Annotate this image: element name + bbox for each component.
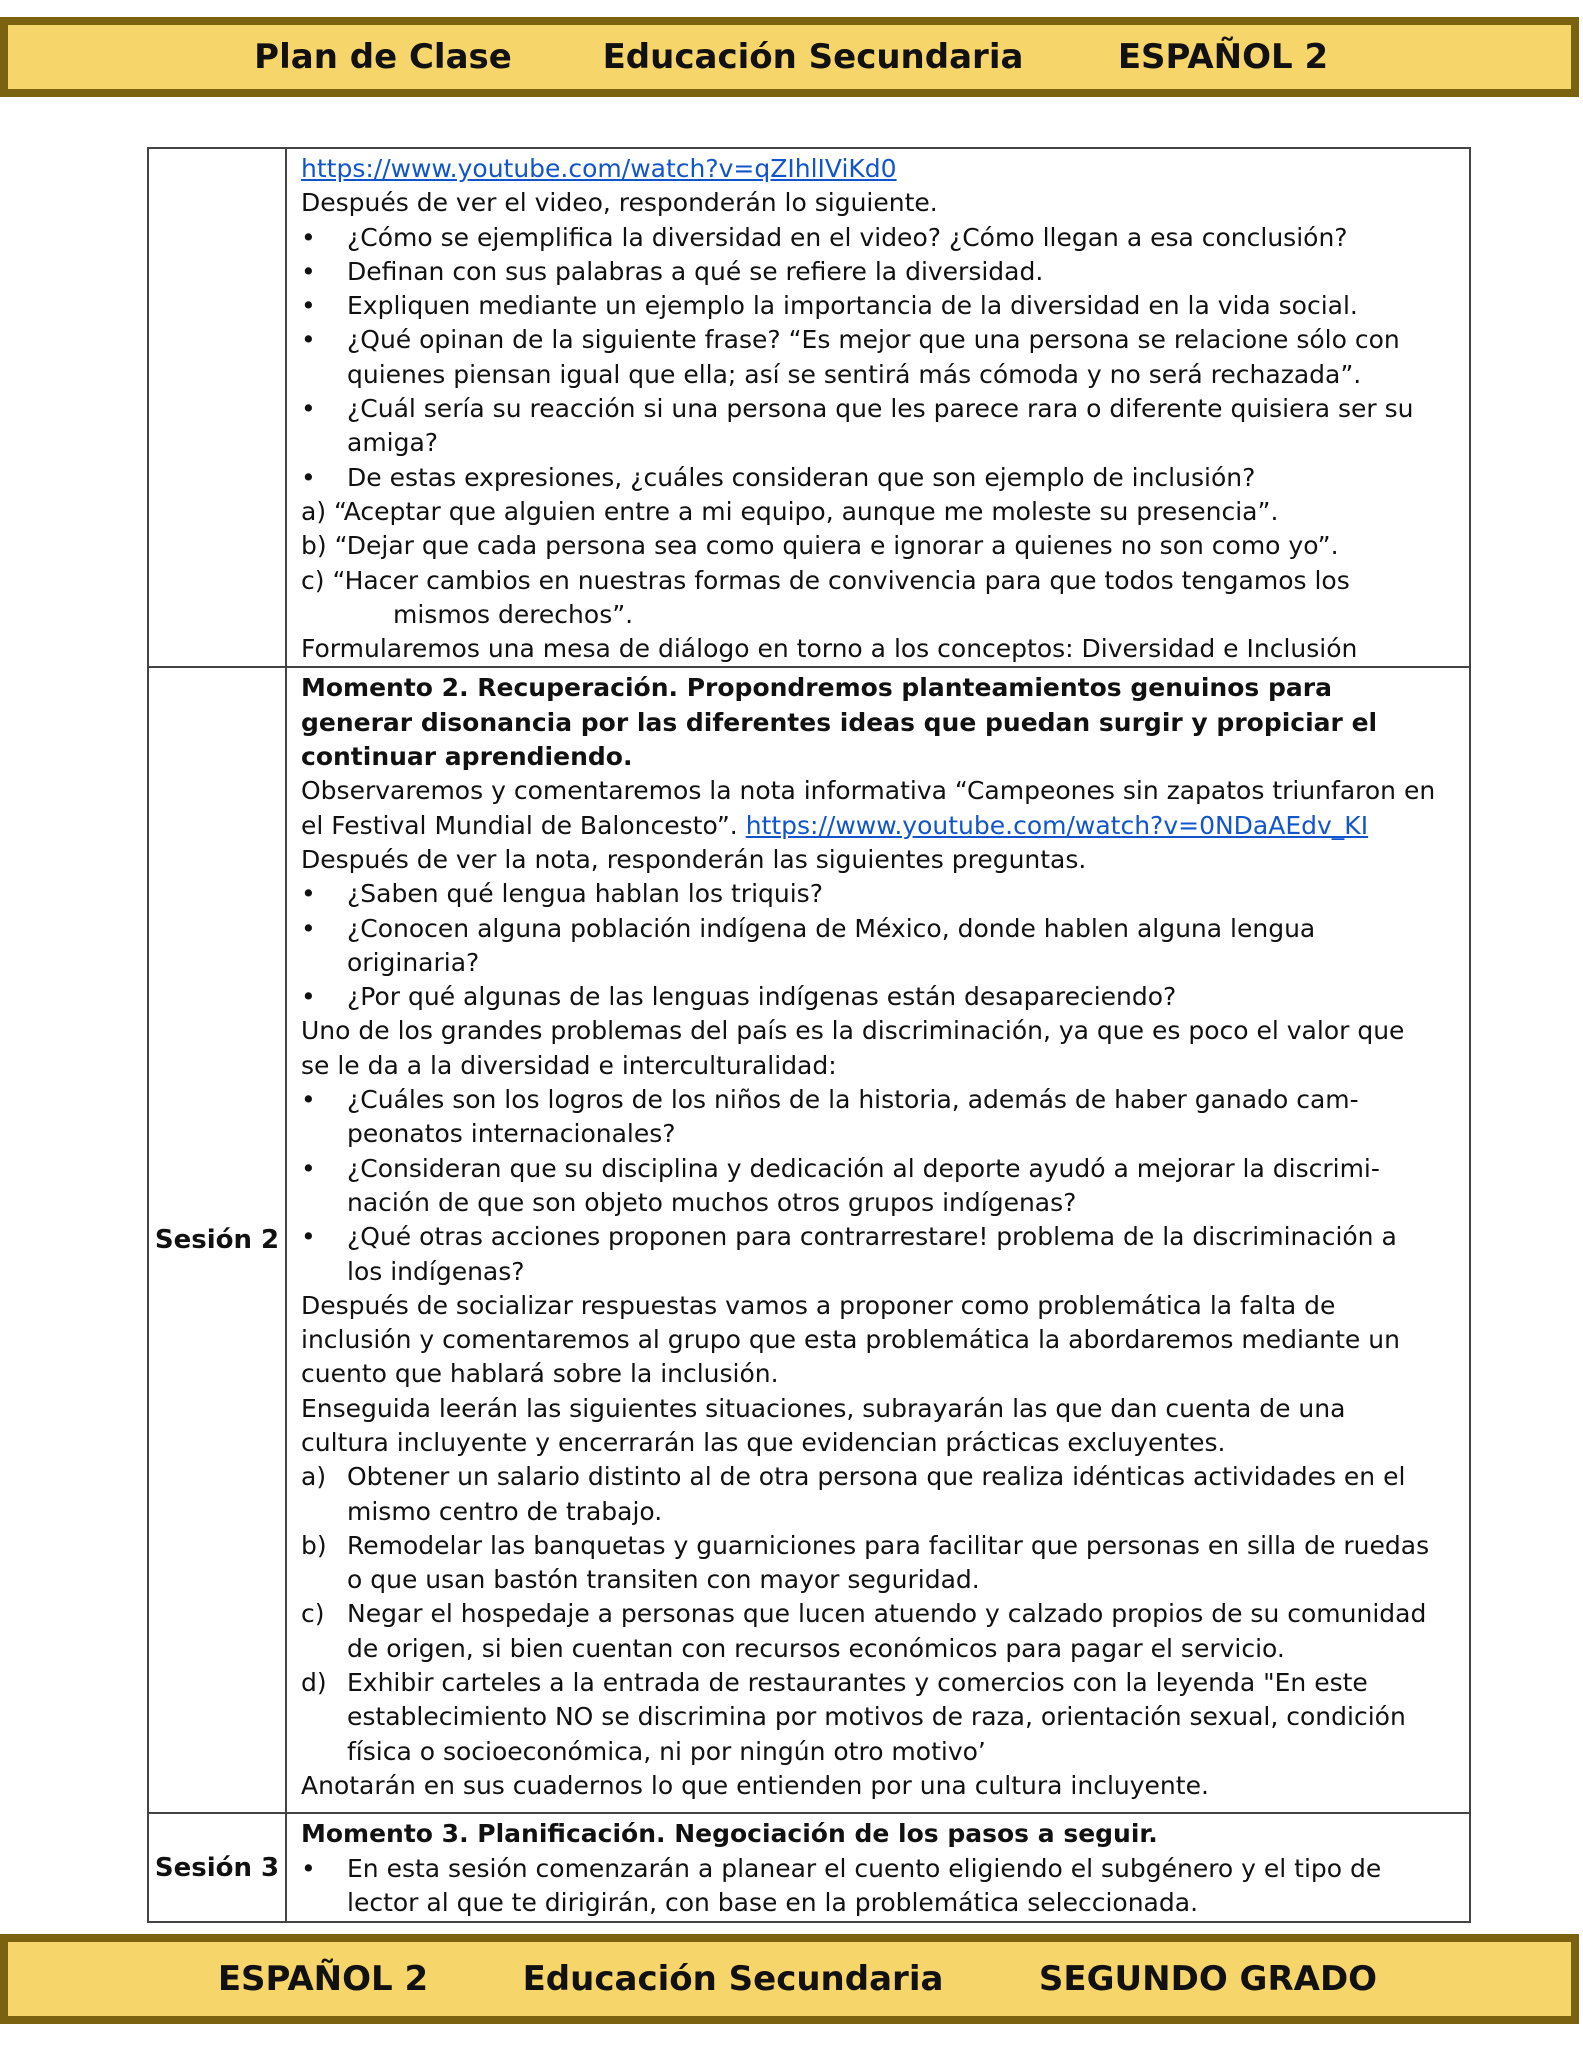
task-line: lector al que te dirigirán, con base en la problemática seleccionada. [347, 1888, 1199, 1918]
situation-item [301, 1597, 1461, 1666]
question-item [301, 1220, 1461, 1289]
question-line: • ¿Qué opinan de la siguiente frase? “Es mejor que una persona se relacione sólo con [347, 325, 1400, 355]
session-3-row [148, 1813, 1470, 1922]
situation-line: de origen, si bien cuentan con recursos económicos para pagar el servicio. [347, 1633, 1285, 1663]
footer-band [0, 1934, 1579, 2024]
situation-line: mismo centro de trabajo. [347, 1496, 663, 1526]
situation-item [301, 1529, 1461, 1598]
situation-letter: d) [301, 1668, 327, 1698]
closing-text: Formularemos una mesa de diálogo en torno a los conceptos: Diversidad e Inclusión [301, 634, 1358, 664]
paragraph-line [301, 809, 1461, 843]
question-item: • Expliquen mediante un ejemplo la importancia de la diversidad en la vida social. [301, 289, 1461, 323]
session-3-label: Sesión 3 [148, 1813, 286, 1922]
paragraph-line: Después de ver la nota, responderán las siguientes preguntas. [301, 844, 1087, 874]
situation-letter: c) [301, 1599, 325, 1629]
question-line: peonatos internacionales? [347, 1119, 676, 1149]
task-line: • En esta sesión comenzarán a planear el cuento eligiendo el subgénero y el tipo de [347, 1853, 1382, 1883]
footer-grade: SEGUNDO GRADO [1038, 1959, 1378, 1999]
paragraph-line: Enseguida leerán las siguientes situaciones, subrayarán las que dan cuenta de una [301, 1393, 1346, 1423]
video-link-1[interactable]: https://www.youtube.com/watch?v=qZIhlIViKd0 [301, 154, 897, 183]
question-item: • ¿Saben qué lengua hablan los triquis? [301, 877, 1461, 911]
session-2-row [148, 667, 1470, 1813]
session-1-label-cell [148, 148, 286, 667]
question-line: quienes piensan igual que ella; así se sentirá más cómoda y no será rechazada”. [347, 359, 1362, 389]
session-3-content [286, 1813, 1470, 1922]
question-line: • ¿Cuál sería su reacción si una persona que les parece rara o diferente quisiera ser su [347, 394, 1414, 424]
option-c-cont: mismos derechos”. [393, 599, 634, 629]
question-line: • ¿Qué otras acciones proponen para contrarrestare! problema de la discriminación a [347, 1222, 1397, 1252]
header-band [0, 17, 1579, 97]
paragraph-line: cuento que hablará sobre la inclusión. [301, 1359, 779, 1389]
paragraph-line: inclusión y comentaremos al grupo que esta problemática la abordaremos mediante un [301, 1325, 1400, 1355]
situation-line: Remodelar las banquetas y guarniciones para facilitar que personas en silla de ruedas [347, 1530, 1430, 1560]
situation-line: Negar el hospedaje a personas que lucen atuendo y calzado propios de su comunidad [347, 1599, 1427, 1629]
paragraph-text: el Festival Mundial de Baloncesto”. [301, 810, 738, 840]
lesson-plan-table [147, 147, 1471, 1923]
question-item [301, 323, 1461, 392]
situation-line: o que usan bastón transiten con mayor seguridad. [347, 1565, 980, 1595]
option-a: a) “Aceptar que alguien entre a mi equipo, aunque me moleste su presencia”. [301, 496, 1279, 526]
question-item: • ¿Cómo se ejemplifica la diversidad en el video? ¿Cómo llegan a esa conclusión? [301, 221, 1461, 255]
session-1-content [286, 148, 1470, 667]
paragraph-line: Observaremos y comentaremos la nota informativa “Campeones sin zapatos triunfaron en [301, 776, 1436, 806]
question-item [301, 912, 1461, 981]
heading-line: continuar aprendiendo. [301, 742, 633, 772]
moment-2-heading [301, 671, 1461, 774]
question-item: • De estas expresiones, ¿cuáles consideran que son ejemplo de inclusión? [301, 461, 1461, 495]
question-line: • ¿Cuáles son los logros de los niños de la historia, además de haber ganado cam- [347, 1085, 1359, 1115]
situation-letter: b) [301, 1530, 327, 1560]
option-c: c) “Hacer cambios en nuestras formas de convivencia para que todos tengamos los [301, 565, 1350, 595]
closing-text: Anotarán en sus cuadernos lo que entienden por una cultura incluyente. [301, 1770, 1209, 1800]
option-b: b) “Dejar que cada persona sea como quiera e ignorar a quienes no son como yo”. [301, 531, 1339, 561]
question-item [301, 1152, 1461, 1221]
question-line: • ¿Consideran que su disciplina y dedicación al deporte ayudó a mejorar la discrimi- [347, 1153, 1380, 1183]
paragraph-line: Después de socializar respuestas vamos a proponer como problemática la falta de [301, 1290, 1336, 1320]
question-item: • ¿Por qué algunas de las lenguas indígenas están desapareciendo? [301, 980, 1461, 1014]
question-line: amiga? [347, 428, 439, 458]
session-2-label: Sesión 2 [148, 667, 286, 1813]
situation-letter: a) [301, 1462, 327, 1492]
question-item [301, 1083, 1461, 1152]
task-item [301, 1852, 1461, 1921]
question-line: los indígenas? [347, 1256, 525, 1286]
question-line: nación de que son objeto muchos otros grupos indígenas? [347, 1187, 1077, 1217]
paragraph-line: se le da a la diversidad e interculturalidad: [301, 1050, 837, 1080]
situation-item [301, 1666, 1461, 1769]
video-link-2[interactable]: https://www.youtube.com/watch?v=0NDaAEdv_KI [745, 810, 1369, 840]
footer-level: Educación Secundaria [522, 1959, 944, 1999]
question-item: • Definan con sus palabras a qué se refiere la diversidad. [301, 255, 1461, 289]
question-line: • ¿Conocen alguna población indígena de México, donde hablen alguna lengua [347, 913, 1316, 943]
situation-line: Exhibir carteles a la entrada de restaurantes y comercios con la leyenda "En este [347, 1668, 1368, 1698]
header-plan-title: Plan de Clase [254, 37, 512, 77]
heading-line: generar disonancia por las diferentes ideas que puedan surgir y propiciar el [301, 707, 1378, 737]
footer-subject: ESPAÑOL 2 [217, 1959, 429, 1999]
situation-item [301, 1460, 1461, 1529]
paragraph-line: Uno de los grandes problemas del país es la discriminación, ya que es poco el valor que [301, 1016, 1405, 1046]
header-level: Educación Secundaria [602, 37, 1024, 77]
session-1-continued-row [148, 148, 1470, 667]
header-subject: ESPAÑOL 2 [1117, 37, 1329, 77]
situation-line: física o socioeconómica, ni por ningún otro motivo’ [347, 1736, 986, 1766]
paragraph-line: cultura incluyente y encerrarán las que evidencian prácticas excluyentes. [301, 1427, 1226, 1457]
heading-line: Momento 2. Recuperación. Propondremos planteamientos genuinos para [301, 673, 1332, 703]
moment-3-heading: Momento 3. Planificación. Negociación de los pasos a seguir. [301, 1819, 1158, 1849]
situation-line: establecimiento NO se discrimina por motivos de raza, orientación sexual, condición [347, 1702, 1406, 1732]
question-line: originaria? [347, 947, 480, 977]
session-2-content [286, 667, 1470, 1813]
intro-text: Después de ver el video, responderán lo siguiente. [301, 188, 938, 218]
question-item [301, 392, 1461, 461]
situation-line: Obtener un salario distinto al de otra persona que realiza idénticas actividades en el [347, 1462, 1406, 1492]
